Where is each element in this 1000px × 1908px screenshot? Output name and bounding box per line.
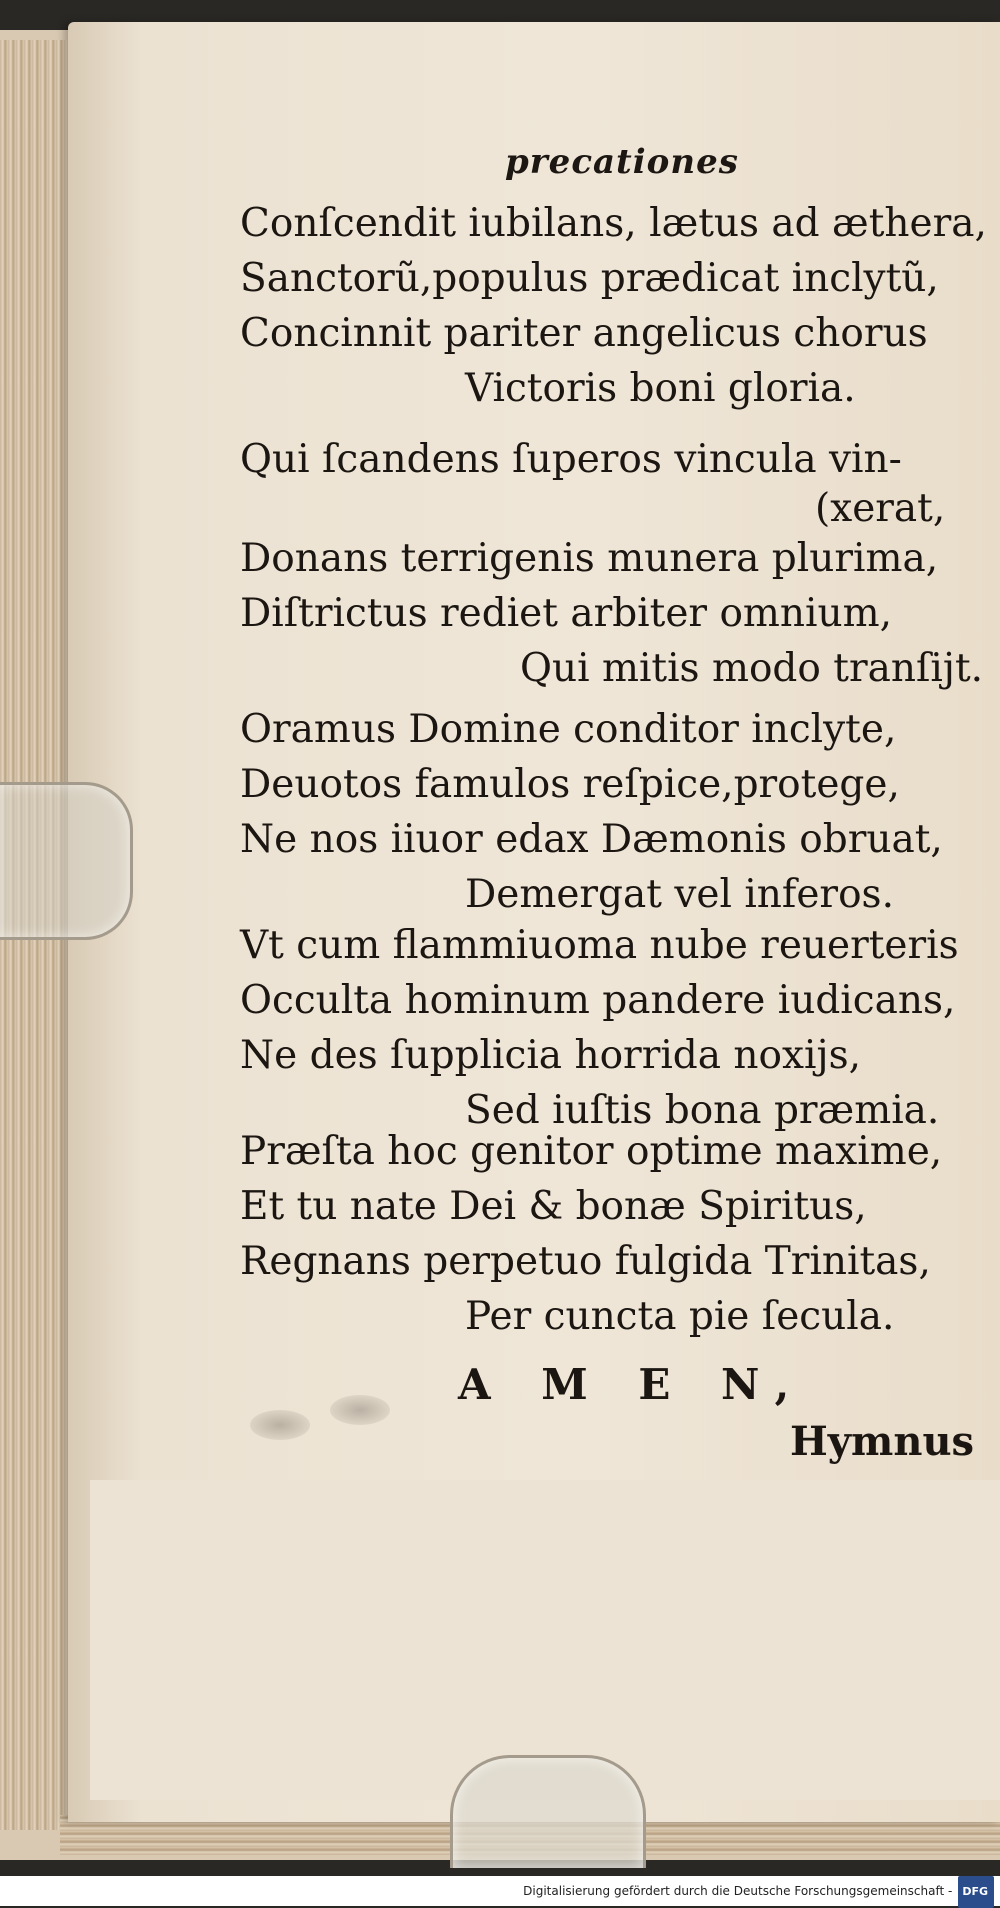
stanza-4	[240, 918, 980, 1138]
verse-line: Conſcendit iubilans, lætus ad æthera,	[240, 201, 987, 246]
verse-line: Demergat vel inferos.	[465, 872, 894, 917]
stanza-3	[240, 702, 980, 922]
catchword: Hymnus	[790, 1418, 975, 1465]
verse-line: Oramus Domine conditor inclyte,	[240, 707, 897, 752]
verse-line: Præſta hoc genitor optime maxime,	[240, 1129, 943, 1174]
verse-line: Et tu nate Dei & bonæ Spiritus,	[240, 1184, 867, 1229]
stanza-5	[240, 1124, 980, 1344]
verse-line: Victoris boni gloria.	[465, 366, 856, 411]
running-header: precationes	[505, 142, 739, 182]
verse-line: Sanctorũ,populus prædicat inclytũ,	[240, 256, 939, 301]
verse-line: Deuotos famulos reſpice,protege,	[240, 762, 900, 807]
verse-line: Sed iuſtis bona præmia.	[465, 1088, 940, 1133]
verse-line: Qui mitis modo tranſijt.	[520, 646, 984, 691]
ink-smudge	[330, 1395, 390, 1425]
page-blank-area	[90, 1480, 1000, 1800]
verse-line: Vt cum flammiuoma nube reuerteris	[240, 923, 959, 968]
page-clip-left	[0, 782, 133, 940]
verse-line: Per cuncta pie ſecula.	[465, 1294, 895, 1339]
verse-line: Donans terrigenis munera plurima,	[240, 536, 939, 581]
ink-smudge	[250, 1410, 310, 1440]
amen: A M E N,	[458, 1360, 808, 1409]
page-clip-bottom	[450, 1755, 646, 1868]
verse-line: Ne des ſupplicia horrida noxijs,	[240, 1033, 861, 1078]
digitization-footer	[0, 1876, 1000, 1906]
stanza-1	[240, 196, 987, 416]
footer-text: Digitalisierung gefördert durch die Deutsche Forschungsgemeinschaft -	[523, 1884, 953, 1898]
stanza-2	[240, 432, 984, 696]
verse-line: Concinnit pariter angelicus chorus	[240, 311, 928, 356]
verse-line: Qui ſcandens ſuperos vincula vin-	[240, 437, 902, 482]
verse-line: Occulta hominum pandere iudicans,	[240, 978, 956, 1023]
verse-line: Ne nos iiuor edax Dæmonis obruat,	[240, 817, 943, 862]
dfg-logo-icon: DFG	[958, 1876, 994, 1908]
verse-line: Regnans perpetuo fulgida Trinitas,	[240, 1239, 931, 1284]
verse-line-turnover: (xerat,	[815, 486, 946, 531]
verse-line: Diſtrictus rediet arbiter omnium,	[240, 591, 892, 636]
